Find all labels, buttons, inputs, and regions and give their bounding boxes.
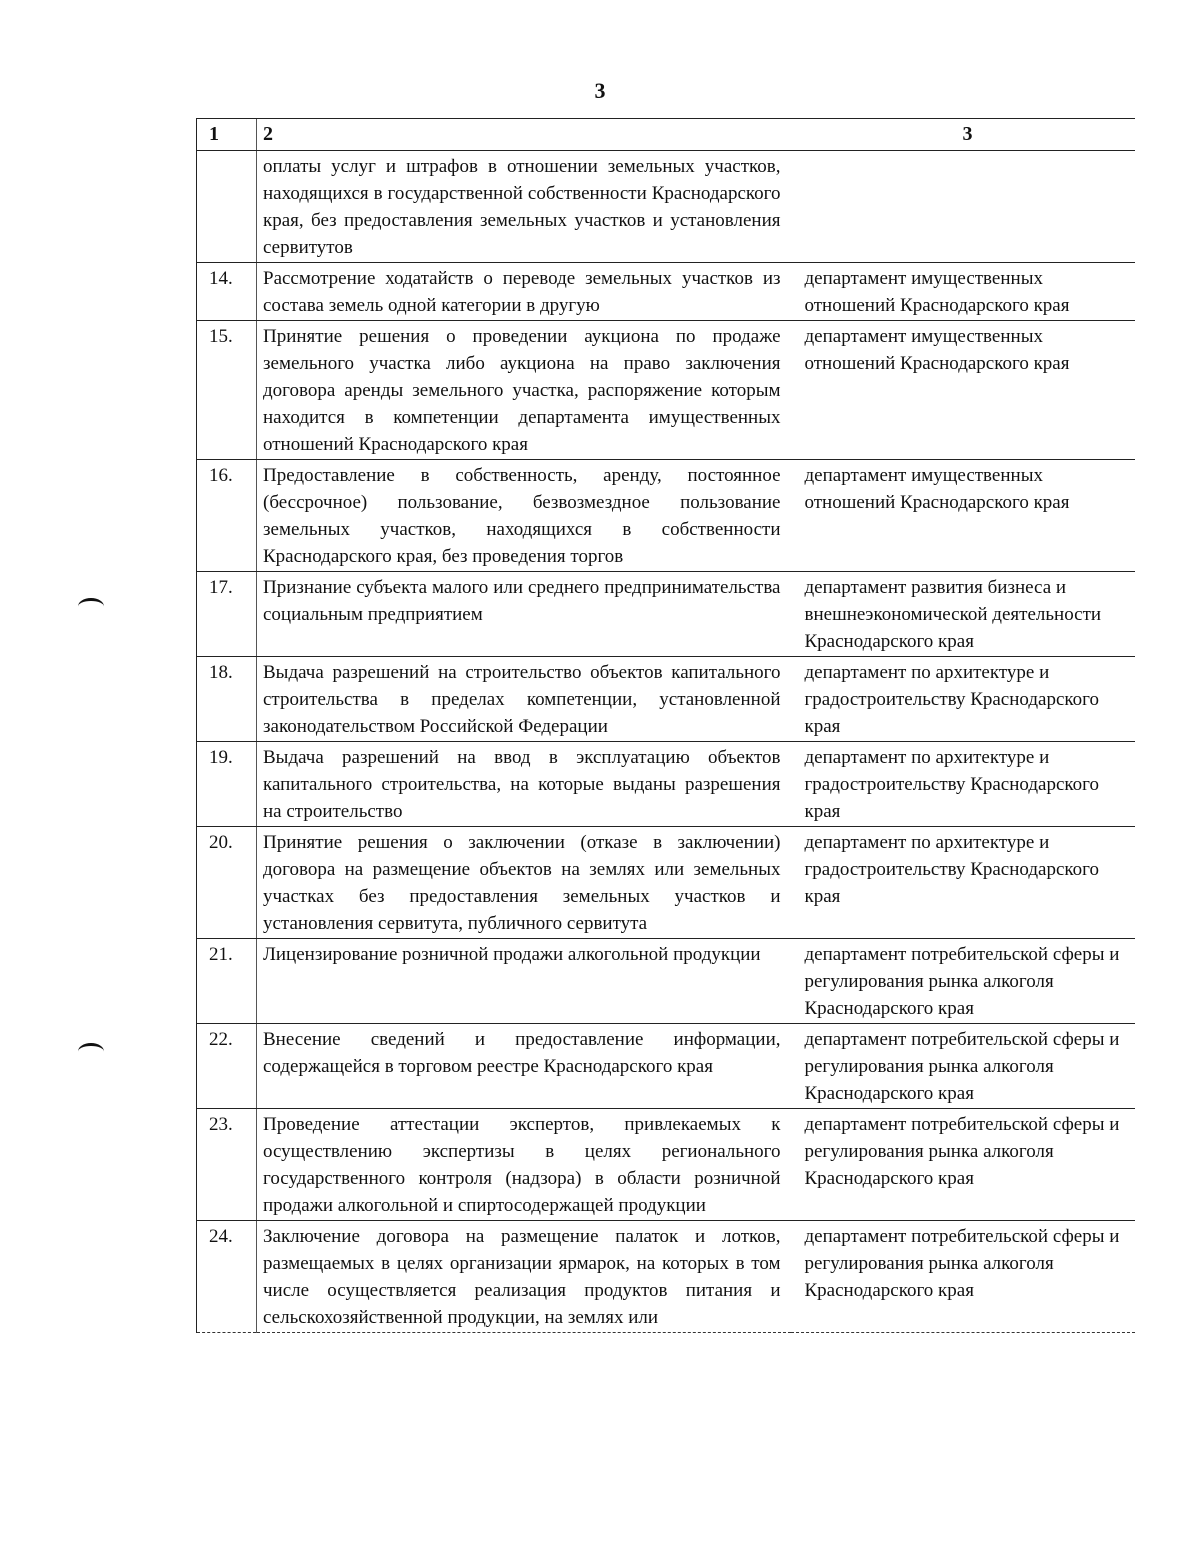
responsible-department: департамент потребительской сферы и регулирования рынка алкоголя Краснодарского края <box>791 1109 1135 1221</box>
responsible-department: департамент потребительской сферы и регулирования рынка алкоголя Краснодарского края <box>791 939 1135 1024</box>
table-row <box>197 1024 1135 1109</box>
row-number: 16. <box>197 460 257 572</box>
responsible-department: департамент потребительской сферы и регулирования рынка алкоголя Краснодарского края <box>791 1024 1135 1109</box>
service-description: Принятие решения о проведении аукциона по продаже земельного участка либо аукциона на право заключения договора аренды земельного участка, распоряжение которым находится в компетенции департамента имущественных отношений Краснодарского края <box>257 321 791 460</box>
responsible-department: департамент потребительской сферы и регулирования рынка алкоголя Краснодарского края <box>791 1221 1135 1333</box>
column-header-service: 2 <box>257 119 791 151</box>
column-header-department: 3 <box>791 119 1135 151</box>
row-number: 17. <box>197 572 257 657</box>
row-number: 14. <box>197 263 257 321</box>
page-number: 3 <box>594 78 606 103</box>
row-number: 19. <box>197 742 257 827</box>
responsible-department: департамент по архитектуре и градостроительству Краснодарского края <box>791 742 1135 827</box>
row-number <box>197 151 257 263</box>
responsible-department: департамент по архитектуре и градостроительству Краснодарского края <box>791 657 1135 742</box>
responsible-department <box>791 151 1135 263</box>
responsible-department: департамент по архитектуре и градостроительству Краснодарского края <box>791 827 1135 939</box>
row-number: 20. <box>197 827 257 939</box>
service-description: Внесение сведений и предоставление информации, содержащейся в торговом реестре Краснодарского края <box>257 1024 791 1109</box>
table-row <box>197 657 1135 742</box>
table-row <box>197 939 1135 1024</box>
row-number: 15. <box>197 321 257 460</box>
service-description: оплаты услуг и штрафов в отношении земельных участков, находящихся в государственной собственности Краснодарского края, без предоставления земельных участков и установления сервитутов <box>257 151 791 263</box>
service-description: Признание субъекта малого или среднего предпринимательства социальным предприятием <box>257 572 791 657</box>
service-description: Выдача разрешений на ввод в эксплуатацию объектов капитального строительства, на которые выданы разрешения на строительство <box>257 742 791 827</box>
responsible-department: департамент имущественных отношений Краснодарского края <box>791 263 1135 321</box>
responsible-department: департамент имущественных отношений Краснодарского края <box>791 460 1135 572</box>
table-row <box>197 263 1135 321</box>
services-table <box>196 118 1135 1333</box>
table-row <box>197 1221 1135 1333</box>
table-row <box>197 151 1135 263</box>
service-description: Предоставление в собственность, аренду, постоянное (бессрочное) пользование, безвозмездное пользование земельных участков, находящихся в собственности Краснодарского края, без проведения торгов <box>257 460 791 572</box>
table-header-row <box>197 119 1135 151</box>
service-description: Заключение договора на размещение палаток и лотков, размещаемых в целях организации ярмарок, на которых в том числе осуществляется реализация продуктов питания и сельскохозяйственной продукции, на землях или <box>257 1221 791 1333</box>
table-row <box>197 572 1135 657</box>
service-description: Выдача разрешений на строительство объектов капитального строительства в пределах компетенции, установленной законодательством Российской Федерации <box>257 657 791 742</box>
service-description: Лицензирование розничной продажи алкогольной продукции <box>257 939 791 1024</box>
margin-mark <box>78 598 104 615</box>
responsible-department: департамент развития бизнеса и внешнеэкономической деятельности Краснодарского края <box>791 572 1135 657</box>
table-row <box>197 1109 1135 1221</box>
service-description: Принятие решения о заключении (отказе в заключении) договора на размещение объектов на землях или земельных участках без предоставления земельных участков и установления сервитута, публичного сервитута <box>257 827 791 939</box>
row-number: 24. <box>197 1221 257 1333</box>
row-number: 23. <box>197 1109 257 1221</box>
table-row <box>197 460 1135 572</box>
margin-mark <box>78 1043 104 1060</box>
column-header-number: 1 <box>197 119 257 151</box>
table-row <box>197 827 1135 939</box>
table-row <box>197 742 1135 827</box>
table-row <box>197 321 1135 460</box>
responsible-department: департамент имущественных отношений Краснодарского края <box>791 321 1135 460</box>
row-number: 18. <box>197 657 257 742</box>
row-number: 21. <box>197 939 257 1024</box>
row-number: 22. <box>197 1024 257 1109</box>
service-description: Рассмотрение ходатайств о переводе земельных участков из состава земель одной категории в другую <box>257 263 791 321</box>
service-description: Проведение аттестации экспертов, привлекаемых к осуществлению экспертизы в целях регионального государственного контроля (надзора) в области розничной продажи алкогольной и спиртосодержащей продукции <box>257 1109 791 1221</box>
